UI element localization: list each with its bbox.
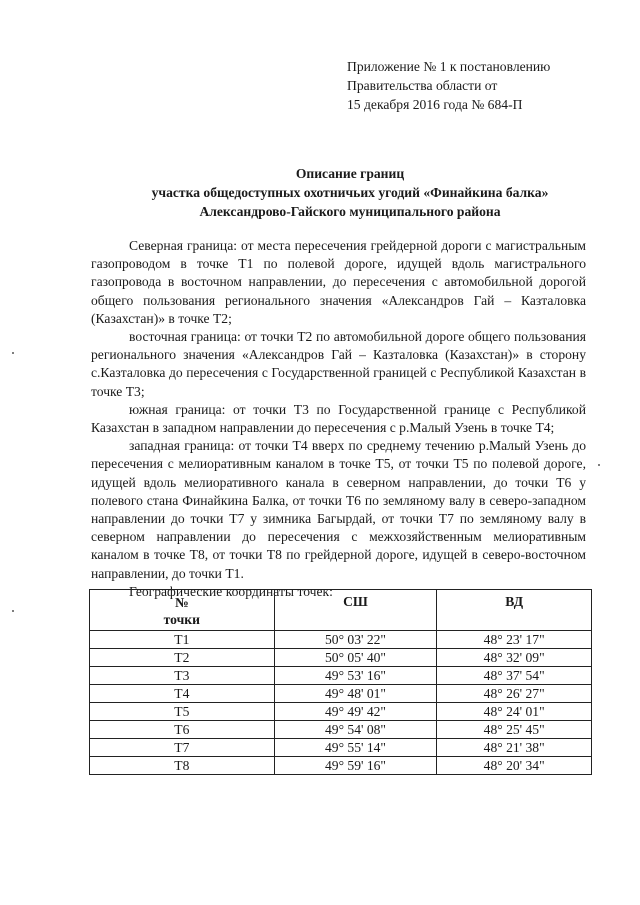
appendix-reference bbox=[347, 57, 617, 114]
table-row bbox=[90, 757, 592, 775]
latitude-cell: 49° 59' 16" bbox=[274, 757, 437, 775]
latitude-cell: 50° 03' 22" bbox=[274, 631, 437, 649]
point-cell: Т6 bbox=[90, 721, 275, 739]
table-header-row bbox=[90, 590, 592, 631]
table-body bbox=[90, 631, 592, 775]
scan-speck bbox=[12, 610, 14, 612]
table-row bbox=[90, 631, 592, 649]
coordinates-table bbox=[89, 589, 592, 775]
point-cell: Т5 bbox=[90, 703, 275, 721]
longitude-cell: 48° 37' 54" bbox=[437, 667, 592, 685]
point-cell: Т1 bbox=[90, 631, 275, 649]
point-cell: Т3 bbox=[90, 667, 275, 685]
table-row bbox=[90, 721, 592, 739]
latitude-cell: 49° 54' 08" bbox=[274, 721, 437, 739]
appendix-line-1: Приложение № 1 к постановлению bbox=[347, 59, 551, 74]
appendix-line-2: Правительства области от bbox=[347, 78, 498, 93]
south-boundary-paragraph: южная граница: от точки Т3 по Государственной границе с Республикой Казахстан в западном направлении до пересечения с р.Малый Узень в точке Т4; bbox=[91, 401, 586, 436]
header-latitude: СШ bbox=[274, 590, 437, 631]
longitude-cell: 48° 21' 38" bbox=[437, 739, 592, 757]
title-line-3: Александрово-Гайского муниципального района bbox=[199, 204, 501, 219]
latitude-cell: 49° 49' 42" bbox=[274, 703, 437, 721]
longitude-cell: 48° 24' 01" bbox=[437, 703, 592, 721]
latitude-cell: 50° 05' 40" bbox=[274, 649, 437, 667]
latitude-cell: 49° 55' 14" bbox=[274, 739, 437, 757]
document-title bbox=[60, 164, 640, 221]
document-body bbox=[91, 237, 586, 601]
longitude-cell: 48° 26' 27" bbox=[437, 685, 592, 703]
header-num-label: точки bbox=[163, 612, 200, 627]
table-row bbox=[90, 685, 592, 703]
point-cell: Т8 bbox=[90, 757, 275, 775]
point-cell: Т4 bbox=[90, 685, 275, 703]
table-row bbox=[90, 649, 592, 667]
appendix-line-3: 15 декабря 2016 года № 684-П bbox=[347, 97, 523, 112]
east-boundary-paragraph: восточная граница: от точки Т2 по автомобильной дороге общего пользования регионального значения «Александров Гай – Казталовка (Казахстан)» в сторону с.Казталовка до пересечения с Государственной границей с Республикой Казахстан в точке Т3; bbox=[91, 329, 586, 399]
longitude-cell: 48° 20' 34" bbox=[437, 757, 592, 775]
latitude-cell: 49° 48' 01" bbox=[274, 685, 437, 703]
scan-speck bbox=[598, 464, 600, 466]
latitude-cell: 49° 53' 16" bbox=[274, 667, 437, 685]
table-row bbox=[90, 739, 592, 757]
longitude-cell: 48° 25' 45" bbox=[437, 721, 592, 739]
longitude-cell: 48° 32' 09" bbox=[437, 649, 592, 667]
title-line-1: Описание границ bbox=[295, 166, 405, 181]
table-row bbox=[90, 703, 592, 721]
title-line-2: участка общедоступных охотничьих угодий «Финайкина балка» bbox=[151, 185, 549, 200]
table-row bbox=[90, 667, 592, 685]
header-num-symbol: № bbox=[174, 595, 189, 610]
point-cell: Т2 bbox=[90, 649, 275, 667]
header-longitude: ВД bbox=[437, 590, 592, 631]
scan-speck bbox=[12, 352, 14, 354]
header-point-number bbox=[90, 590, 275, 631]
longitude-cell: 48° 23' 17" bbox=[437, 631, 592, 649]
north-boundary-paragraph: Северная граница: от места пересечения грейдерной дороги с магистральным газопроводом в точке Т1 по полевой дороге, идущей вдоль магистрального газопровода в восточном направлении, до пересечения с автомобильной дорогой общего пользования регионального значения «Александров Гай – Казталовка (Казахстан)» в точке Т2; bbox=[91, 238, 586, 326]
coordinates-intro: Географические координаты точек: bbox=[129, 583, 333, 599]
west-boundary-paragraph: западная граница: от точки Т4 вверх по среднему течению р.Малый Узень до пересечения с мелиоративным каналом в точке Т5, от точки Т5 по полевой дороге, идущей вдоль мелиоративного канала в северном направлении, до точки Т6 у полевого стана Финайкина Балка, от точки Т6 по земляному валу в северо-западном направлении до точки Т7 у зимника Багырдай, от точки Т7 по земляному валу в северном направлении до пересечения с межхозяйственным мелиоративным каналом в точке Т8, от точки Т8 по грейдерной дороге, идущей в северо-восточном направлении, до точки Т1. bbox=[91, 438, 586, 581]
point-cell: Т7 bbox=[90, 739, 275, 757]
